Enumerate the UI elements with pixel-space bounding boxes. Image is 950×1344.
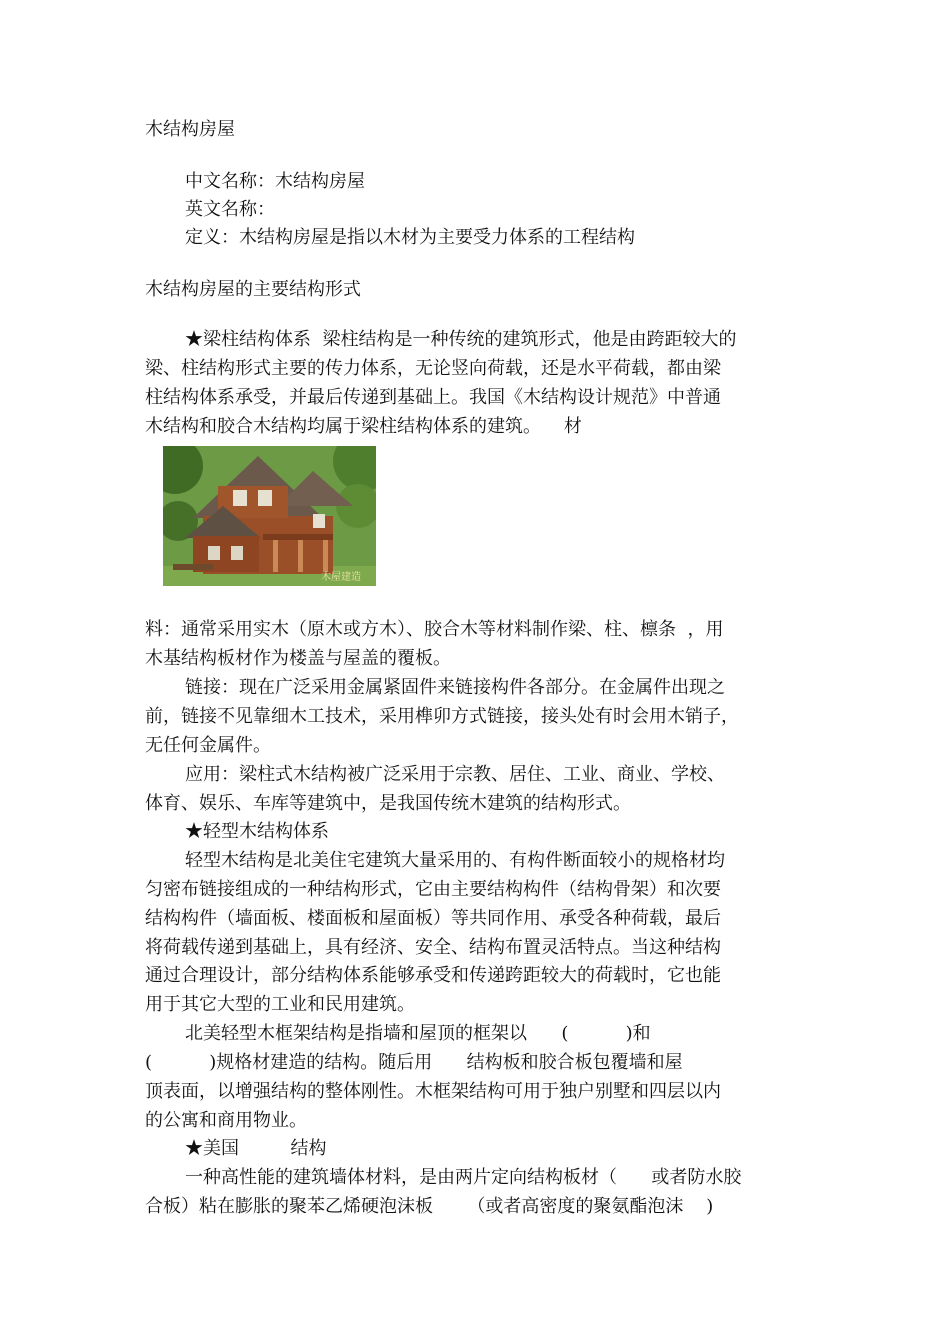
us-structure-line: 合板）粘在膨胀的聚苯乙烯硬泡沫板 （或者高密度的聚氨酯泡沫 ) — [145, 1196, 714, 1217]
beam-column-line: ★梁柱结构体系 梁柱结构是一种传统的建筑形式，他是由跨距较大的 — [185, 329, 737, 350]
light-frame-heading: ★轻型木结构体系 — [185, 821, 329, 842]
chinese-name-line: 中文名称：木结构房屋 — [185, 171, 365, 192]
beam-column-line: 梁、柱结构形式主要的传力体系，无论竖向荷载，还是水平荷载，都由梁 — [145, 358, 721, 379]
us-structure-line: 一种高性能的建筑墙体材料，是由两片定向结构板材（ 或者防水胶 — [185, 1167, 742, 1188]
connection-line: 前，链接不见靠细木工技术，采用榫卯方式链接，接头处有时会用木销子， — [145, 706, 739, 727]
light-frame-line: 用于其它大型的工业和民用建筑。 — [145, 994, 415, 1015]
beam-column-line: 柱结构体系承受，并最后传递到基础上。我国《木结构设计规范》中普通 — [145, 387, 721, 408]
definition-line: 定义：木结构房屋是指以木材为主要受力体系的工程结构 — [185, 227, 635, 248]
connection-line: 链接：现在广泛采用金属紧固件来链接构件各部分。在金属件出现之 — [185, 677, 725, 698]
north-america-frame-line: 的公寓和商用物业。 — [145, 1110, 307, 1131]
photo-watermark: 木屋建造 — [321, 572, 361, 583]
wooden-house-photo — [163, 446, 376, 586]
document-title: 木结构房屋 — [145, 119, 235, 140]
light-frame-line: 轻型木结构是北美住宅建筑大量采用的、有构件断面较小的规格材均 — [185, 850, 725, 871]
material-line: 木基结构板材作为楼盖与屋盖的覆板。 — [145, 648, 451, 669]
light-frame-line: 结构构件（墙面板、楼面板和屋面板）等共同作用、承受各种荷载，最后 — [145, 908, 721, 929]
application-line: 应用：梁柱式木结构被广泛采用于宗教、居住、工业、商业、学校、 — [185, 764, 725, 785]
connection-line: 无任何金属件。 — [145, 735, 271, 756]
north-america-frame-line: ( )规格材建造的结构。随后用 结构板和胶合板包覆墙和屋 — [145, 1052, 683, 1073]
north-america-frame-line: 北美轻型木框架结构是指墙和屋顶的框架以 ( )和 — [185, 1023, 651, 1044]
light-frame-line: 通过合理设计，部分结构体系能够承受和传递跨距较大的荷载时，它也能 — [145, 965, 721, 986]
wooden-house-illustration — [163, 446, 376, 586]
material-line: 料：通常采用实木（原木或方木）、胶合木等材料制作梁、柱、檩条 ，用 — [145, 619, 724, 640]
beam-column-line: 木结构和胶合木结构均属于梁柱结构体系的建筑。 材 — [145, 416, 582, 437]
section-heading: 木结构房屋的主要结构形式 — [145, 279, 361, 300]
english-name-line: 英文名称： — [185, 199, 275, 220]
north-america-frame-line: 顶表面，以增强结构的整体刚性。木框架结构可用于独户别墅和四层以内 — [145, 1081, 721, 1102]
application-line: 体育、娱乐、车库等建筑中，是我国传统木建筑的结构形式。 — [145, 793, 631, 814]
us-structure-heading: ★美国 结构 — [185, 1138, 327, 1159]
light-frame-line: 匀密布链接组成的一种结构形式，它由主要结构构件（结构骨架）和次要 — [145, 879, 721, 900]
light-frame-line: 将荷载传递到基础上，具有经济、安全、结构布置灵活特点。当这种结构 — [145, 937, 721, 958]
